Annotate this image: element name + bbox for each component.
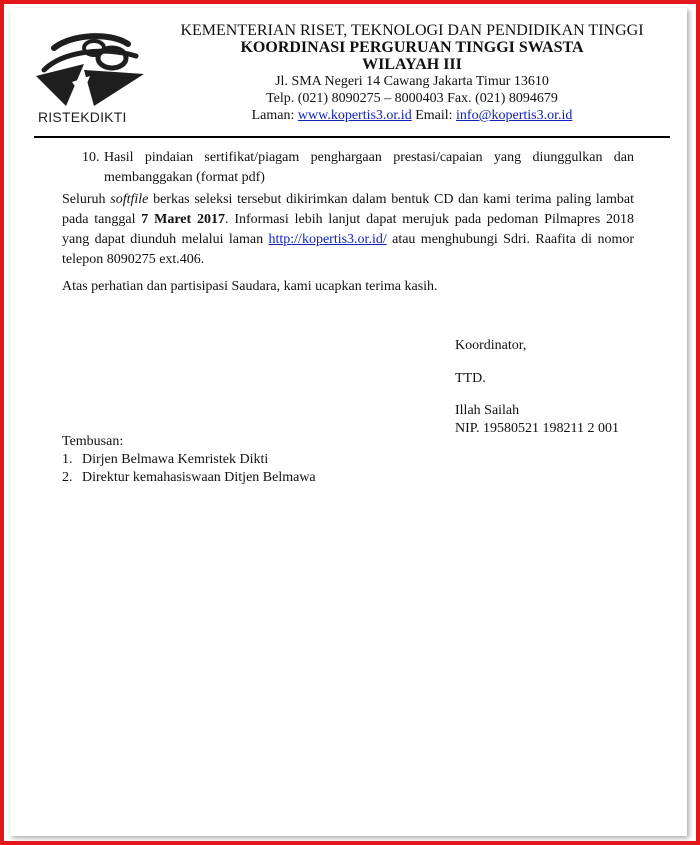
address-line: Jl. SMA Negeri 14 Cawang Jakarta Timur 13610 — [275, 74, 549, 89]
email-label: Email: — [415, 108, 453, 123]
signatory-name: Illah Sailah — [455, 403, 520, 418]
signature-ttd: TTD. — [455, 371, 486, 386]
cc-item-text: Direktur kemahasiswaan Ditjen Belmawa — [82, 470, 316, 485]
paragraph-text-c: . Informasi lebih lanjut dapat merujuk pada pedoman Pilmapres 2018 yang dapat diunduh melalui laman — [62, 212, 634, 247]
softfile-term: softfile — [110, 192, 149, 207]
cc-item-number: 1. — [62, 452, 73, 467]
kopertis-link[interactable]: http://kopertis3.or.id/ — [268, 232, 387, 247]
logo-text: RISTEKDIKTI — [38, 109, 127, 125]
paragraph-text-d: atau menghubungi Sdri. Raafita di nomor telepon 8090275 ext.406. — [62, 232, 634, 267]
website-link[interactable]: www.kopertis3.or.id — [297, 108, 412, 123]
organization-name: KOORDINASI PERGURUAN TINGGI SWASTA — [240, 39, 584, 56]
region-name: WILAYAH III — [362, 56, 462, 73]
deadline-date: 7 Maret 2017 — [141, 212, 226, 227]
email-link[interactable]: info@kopertis3.or.id — [456, 108, 573, 123]
signature-role: Koordinator, — [455, 338, 527, 353]
cc-item-number: 2. — [62, 470, 73, 485]
list-item-number: 10. — [82, 150, 100, 165]
paragraph-text-a: Seluruh — [62, 192, 111, 207]
cc-item-text: Dirjen Belmawa Kemristek Dikti — [82, 452, 269, 467]
cc-title: Tembusan: — [62, 434, 124, 449]
ministry-name: KEMENTERIAN RISET, TEKNOLOGI DAN PENDIDIKAN TINGGI — [180, 22, 644, 39]
phone-line: Telp. (021) 8090275 – 8000403 Fax. (021) 8094679 — [266, 91, 558, 106]
web-label: Laman: — [251, 108, 295, 123]
closing-paragraph: Atas perhatian dan partisipasi Saudara, kami ucapkan terima kasih. — [62, 279, 438, 294]
paragraph-text-b: berkas seleksi tersebut dikirimkan dalam bentuk CD dan kami terima paling lambat pada tanggal — [62, 192, 634, 227]
list-item-text: Hasil pindaian sertifikat/piagam penghargaan prestasi/capaian yang diunggulkan dan membanggakan (format pdf) — [104, 150, 634, 185]
signatory-nip: NIP. 19580521 198211 2 001 — [455, 421, 619, 436]
